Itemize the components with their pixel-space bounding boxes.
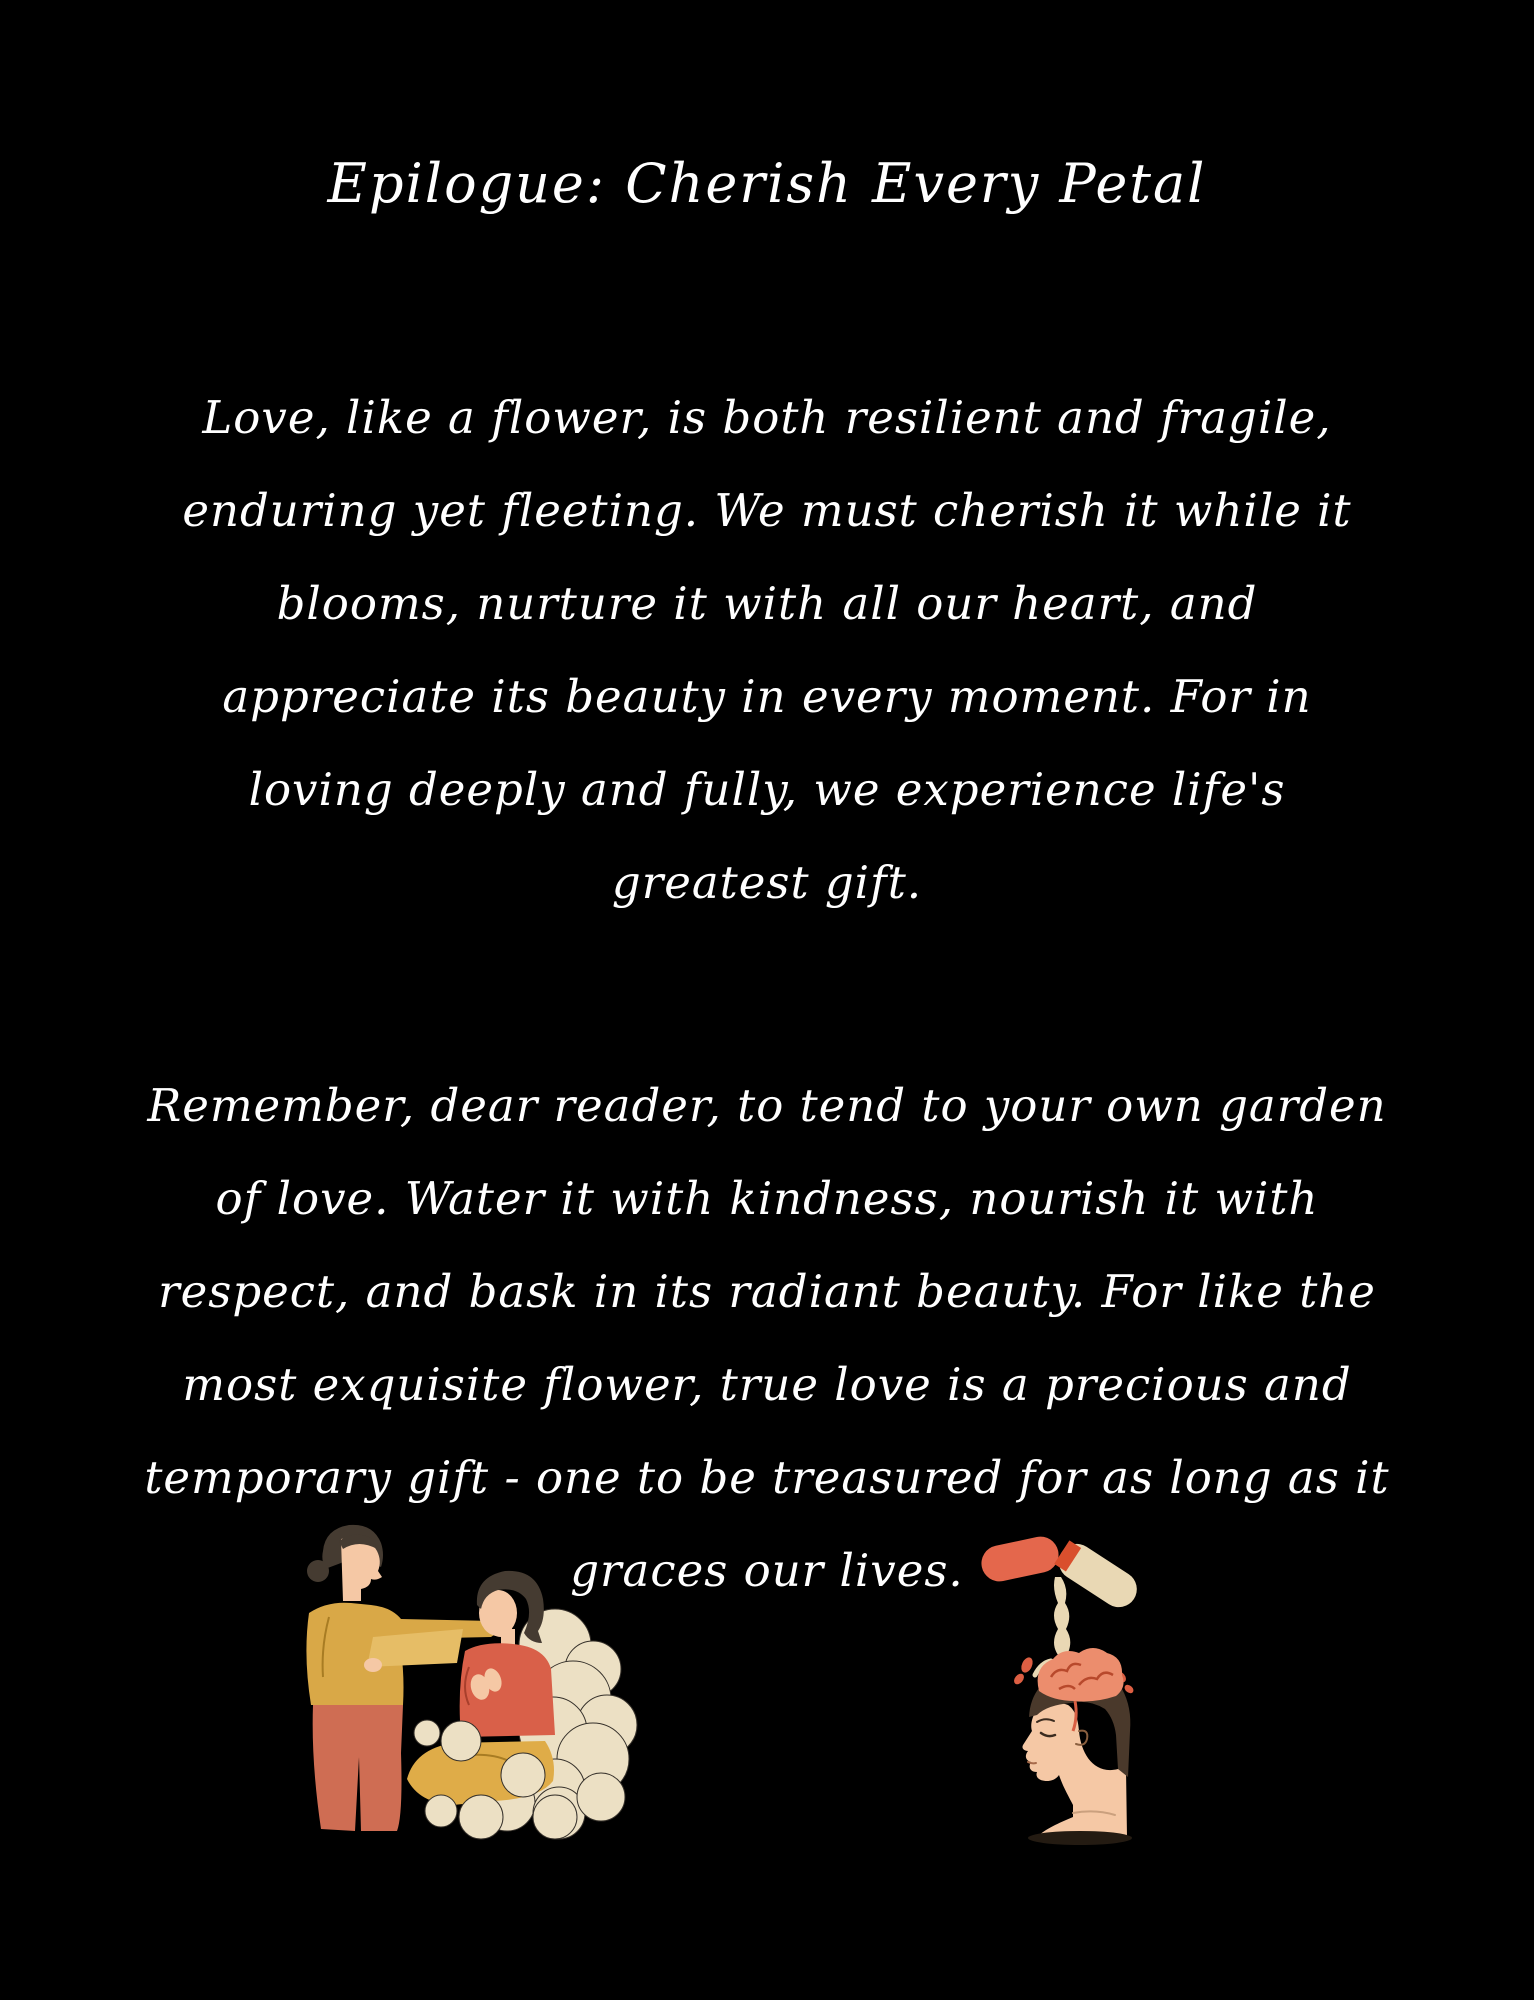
bust-base-icon (1028, 1831, 1132, 1845)
page-title: Epilogue: Cherish Every Petal (327, 152, 1207, 215)
paragraph-2-line-2: of love. Water it with kindness, nourish it with (215, 1172, 1319, 1225)
paragraph-2-line-1: Remember, dear reader, to tend to your own garden (147, 1079, 1387, 1132)
paragraph-1-line-6: greatest gift. (611, 856, 923, 909)
paragraph-1-line-5: loving deeply and fully, we experience life's (248, 763, 1286, 816)
paragraph-1 (97, 371, 1437, 929)
paragraph-2-line-3: respect, and bask in its radiant beauty. For like the (158, 1265, 1376, 1318)
paragraph-1-line-2: enduring yet fleeting. We must cherish it while it (182, 484, 1352, 537)
paragraph-1-line-4: appreciate its beauty in every moment. For in (222, 670, 1312, 723)
pill-pouring-into-brain-illustration (975, 1517, 1160, 1852)
paragraph-2-line-6: graces our lives. (570, 1544, 964, 1597)
paragraph-2-line-5: temporary gift - one to be treasured for as long as it (144, 1451, 1390, 1504)
comforting-scene-illustration (255, 1517, 645, 1852)
paragraph-1-line-3: blooms, nurture it with all our heart, and (276, 577, 1258, 630)
paragraph-1-line-1: Love, like a flower, is both resilient and fragile, (202, 391, 1332, 444)
paragraph-2-line-4: most exquisite flower, true love is a precious and (182, 1358, 1352, 1411)
